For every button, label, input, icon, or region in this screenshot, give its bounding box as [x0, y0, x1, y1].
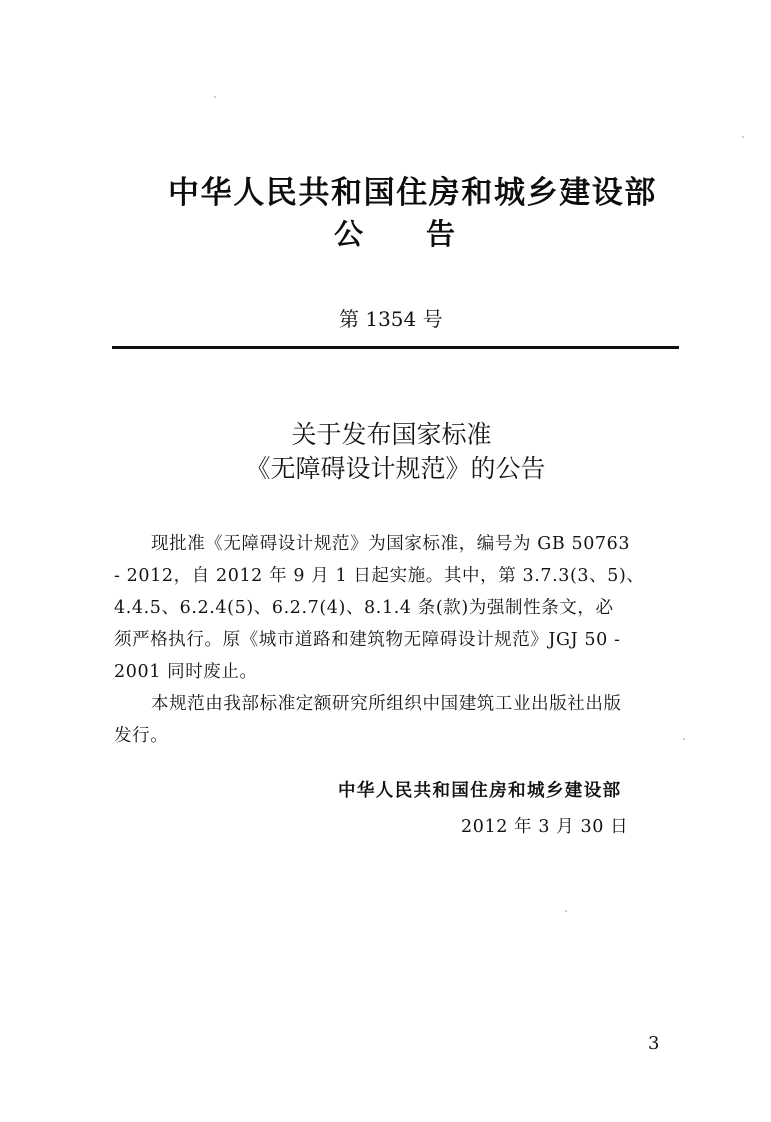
body-paragraph-1-line-3: 4.4.5、6.2.4(5)、6.2.7(4)、8.1.4 条(款)为强制性条文，必	[114, 598, 614, 618]
scan-speck	[565, 910, 567, 912]
header-divider	[112, 346, 679, 349]
scan-speck	[742, 136, 744, 138]
notice-heading-char-1: 公	[334, 217, 364, 251]
body-paragraph-1-line-2: - 2012，自 2012 年 9 月 1 日起实施。其中，第 3.7.3(3、5)、	[114, 566, 645, 586]
subject-line-2: 《无障碍设计规范》的公告	[245, 454, 546, 483]
body-paragraph-1-line-4: 须严格执行。原《城市道路和建筑物无障碍设计规范》JGJ 50 -	[114, 630, 621, 650]
notice-heading-char-2: 告	[426, 217, 456, 251]
body-paragraph-1-line-1: 现批准《无障碍设计规范》为国家标准，编号为 GB 50763	[151, 534, 631, 554]
body-paragraph-2-line-2: 发行。	[114, 726, 169, 746]
subject-line-1: 关于发布国家标准	[291, 420, 492, 449]
scan-speck	[214, 96, 216, 98]
page-number: 3	[648, 1033, 660, 1054]
scan-speck	[683, 738, 685, 740]
issue-number: 第 1354 号	[339, 307, 443, 331]
announcement-body	[114, 528, 687, 752]
ministry-title: 中华人民共和国住房和城乡建设部	[168, 175, 657, 211]
body-paragraph-2-line-1: 本规范由我部标准定额研究所组织中国建筑工业出版社出版	[151, 694, 622, 714]
body-paragraph-1-line-5: 2001 同时废止。	[114, 662, 258, 682]
issue-date: 2012 年 3 月 30 日	[461, 817, 629, 837]
issuer-signature: 中华人民共和国住房和城乡建设部	[338, 781, 622, 801]
